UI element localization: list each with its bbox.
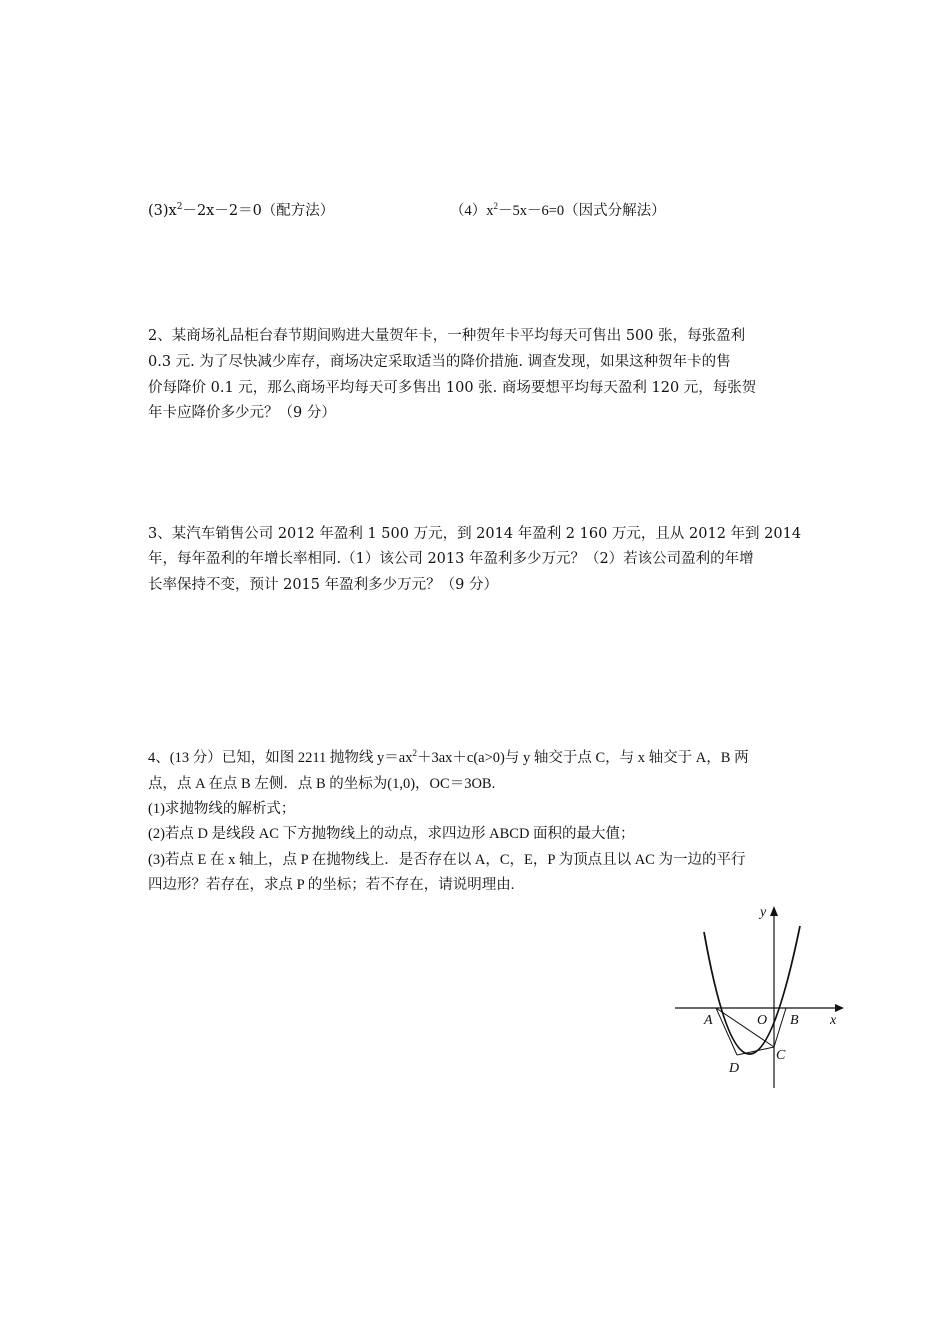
- q1-part4: [450, 201, 666, 219]
- q1-part3-sup: 2: [176, 202, 183, 212]
- q3-line-1: 3、某汽车销售公司 2012 年盈利 1 500 万元，到 2014 年盈利 2 160 万元，且从 2012 年到 2014: [148, 526, 802, 542]
- parabola-curve: [704, 926, 800, 1054]
- label-d: D: [729, 1061, 740, 1076]
- label-c: C: [776, 1048, 786, 1063]
- x-axis-arrow: [835, 1004, 844, 1012]
- q4-line-1-sup: 2: [412, 748, 417, 758]
- q4-line-6: 四边形？若存在，求点 P 的坐标；若不存在，请说明理由.: [148, 877, 515, 893]
- label-b: B: [790, 1013, 799, 1028]
- label-x: x: [830, 1013, 837, 1028]
- parabola-figure: [670, 900, 850, 1090]
- q1-part3: [148, 204, 334, 219]
- q1-part4-sup: 2: [493, 201, 498, 211]
- label-o: O: [757, 1013, 768, 1028]
- q2-line-3: 价每降价 0.1 元，那么商场平均每天可多售出 100 张. 商场要想平均每天盈利 120 元，每张贺: [148, 380, 757, 396]
- q4-line-4: (2)若点 D 是线段 AC 下方抛物线上的动点，求四边形 ABCD 面积的最大值；: [148, 826, 635, 842]
- y-axis-arrow: [770, 906, 778, 916]
- q2-line-1: 2、某商场礼品柜台春节期间购进大量贺年卡，一种贺年卡平均每天可售出 500 张，每张盈利: [148, 328, 746, 344]
- q2-line-4: 年卡应降价多少元？（9 分）: [148, 405, 336, 421]
- q1-part3-post: －2x－2＝0（配方法）: [182, 203, 335, 219]
- q4-line-3: (1)求抛物线的解析式；: [148, 801, 296, 817]
- q4-line-2: 点，点 A 在点 B 左侧．点 B 的坐标为(1,0)，OC＝3OB.: [148, 776, 496, 792]
- q1-part4-post: －5x－6=0（因式分解法）: [498, 203, 666, 219]
- q3-line-3: 长率保持不变，预计 2015 年盈利多少万元？（9 分）: [148, 577, 498, 593]
- q1-part4-pre: （4）x: [450, 203, 494, 219]
- q1-part3-pre: (3)x: [148, 203, 177, 219]
- segment-bc: [774, 1008, 786, 1047]
- q3-line-2: 年，每年盈利的年增长率相同.（1）该公司 2013 年盈利多少万元？（2）若该公司盈利的年增: [148, 551, 754, 567]
- label-y: y: [760, 905, 767, 920]
- q2-line-2: 0.3 元. 为了尽快减少库存，商场决定采取适当的降价措施. 调查发现，如果这种贺年卡的售: [148, 354, 731, 370]
- q4-line-1-post: ＋3ax＋c(a>0)与 y 轴交于点 C，与 x 轴交于 A，B 两: [416, 750, 749, 766]
- label-a: A: [704, 1013, 713, 1028]
- q4-line-1-pre: 4、(13 分）已知，如图 2211 抛物线 y＝ax: [148, 750, 413, 766]
- q4-line-1: [148, 748, 749, 766]
- q4-line-5: (3)若点 E 在 x 轴上，点 P 在抛物线上．是否存在以 A，C，E，P 为顶点且以 AC 为一边的平行: [148, 852, 746, 868]
